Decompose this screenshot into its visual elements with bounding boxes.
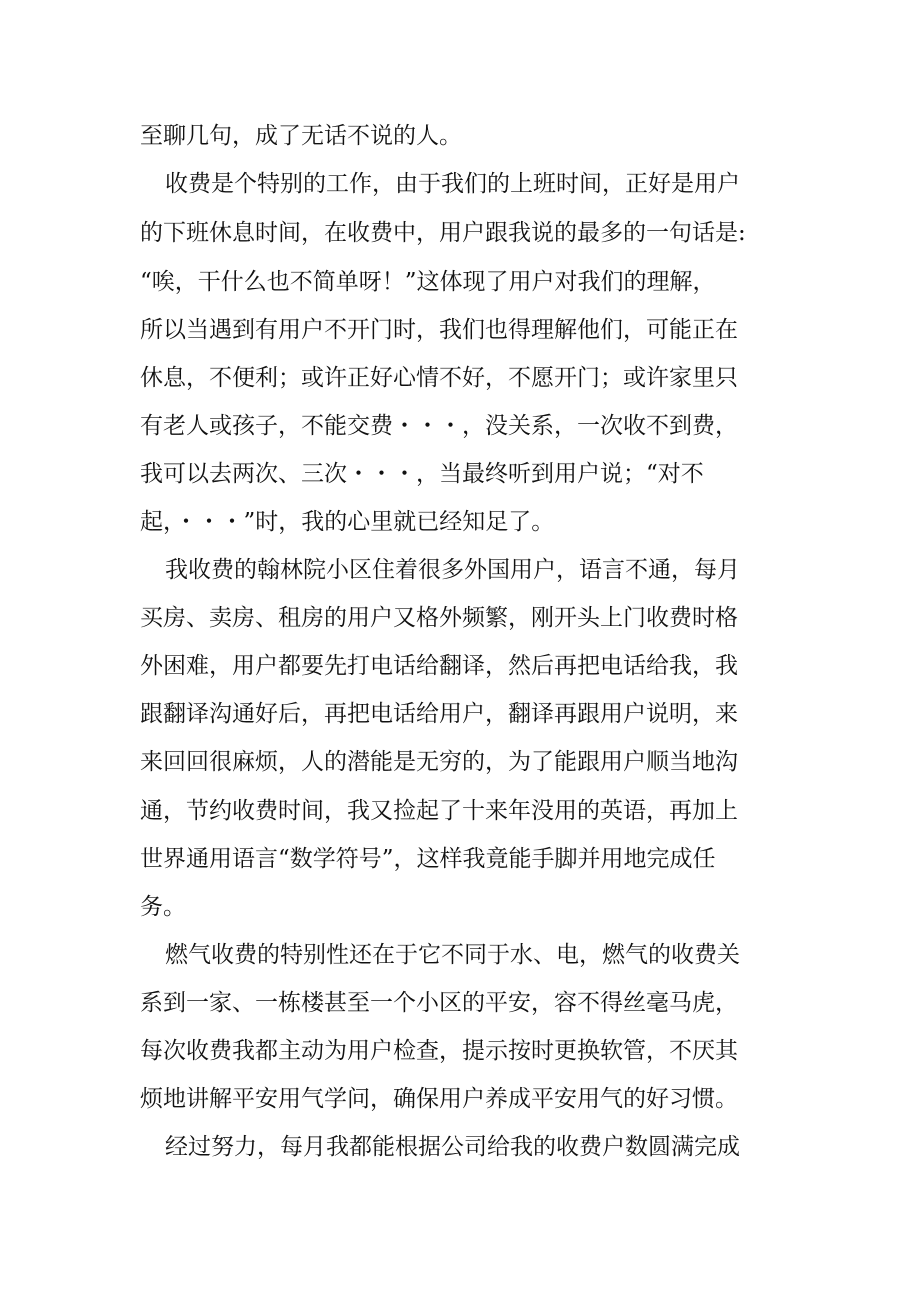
paragraph-start-line: 收费是个特别的工作，由于我们的上班时间，正好是用户 [165, 171, 740, 197]
text-line: 至聊几句，成了无话不说的人。 [140, 123, 462, 149]
text-line: 的下班休息时间，在收费中，用户跟我说的最多的一句话是: [140, 220, 746, 246]
text-line: 世界通用语言“数学符号”，这样我竟能手脚并用地完成任 [140, 846, 716, 872]
text-line: 来回回很麻烦，人的潜能是无穷的，为了能跟用户顺当地沟 [140, 749, 738, 775]
paragraph-start-line: 经过努力，每月我都能根据公司给我的收费户数圆满完成 [165, 1134, 740, 1160]
text-line: 起，・・・”时，我的心里就已经知足了。 [140, 509, 555, 535]
text-line: 所以当遇到有用户不开门时，我们也得理解他们，可能正在 [140, 317, 738, 343]
text-line: 烦地讲解平安用气学问，确保用户养成平安用气的好习惯。 [140, 1086, 738, 1112]
text-line: 跟翻译沟通好后，再把电话给用户，翻译再跟用户说明，来 [140, 701, 738, 727]
text-line: 务。 [140, 894, 186, 920]
paragraph-start-line: 我收费的翰林院小区住着很多外国用户，语言不通，每月 [165, 557, 740, 583]
paragraph-start-line: 燃气收费的特别性还在于它不同于水、电，燃气的收费关 [165, 942, 740, 968]
text-line: 每次收费我都主动为用户检查，提示按时更换软管，不厌其 [140, 1038, 738, 1064]
text-line: 我可以去两次、三次・・・，当最终听到用户说；“对不 [140, 461, 704, 487]
text-line: 外困难，用户都要先打电话给翻译，然后再把电话给我，我 [140, 653, 738, 679]
text-line: “唉，干什么也不简单呀！”这体现了用户对我们的理解， [140, 269, 716, 295]
text-line: 通，节约收费时间，我又捡起了十来年没用的英语，再加上 [140, 798, 738, 824]
text-line: 系到一家、一栋楼甚至一个小区的平安，容不得丝毫马虎， [140, 990, 738, 1016]
text-line: 休息，不便利；或许正好心情不好，不愿开门；或许家里只 [140, 365, 738, 391]
text-line: 买房、卖房、租房的用户又格外频繁，刚开头上门收费时格 [140, 605, 738, 631]
text-line: 有老人或孩子，不能交费・・・，没关系，一次收不到费， [140, 413, 738, 439]
